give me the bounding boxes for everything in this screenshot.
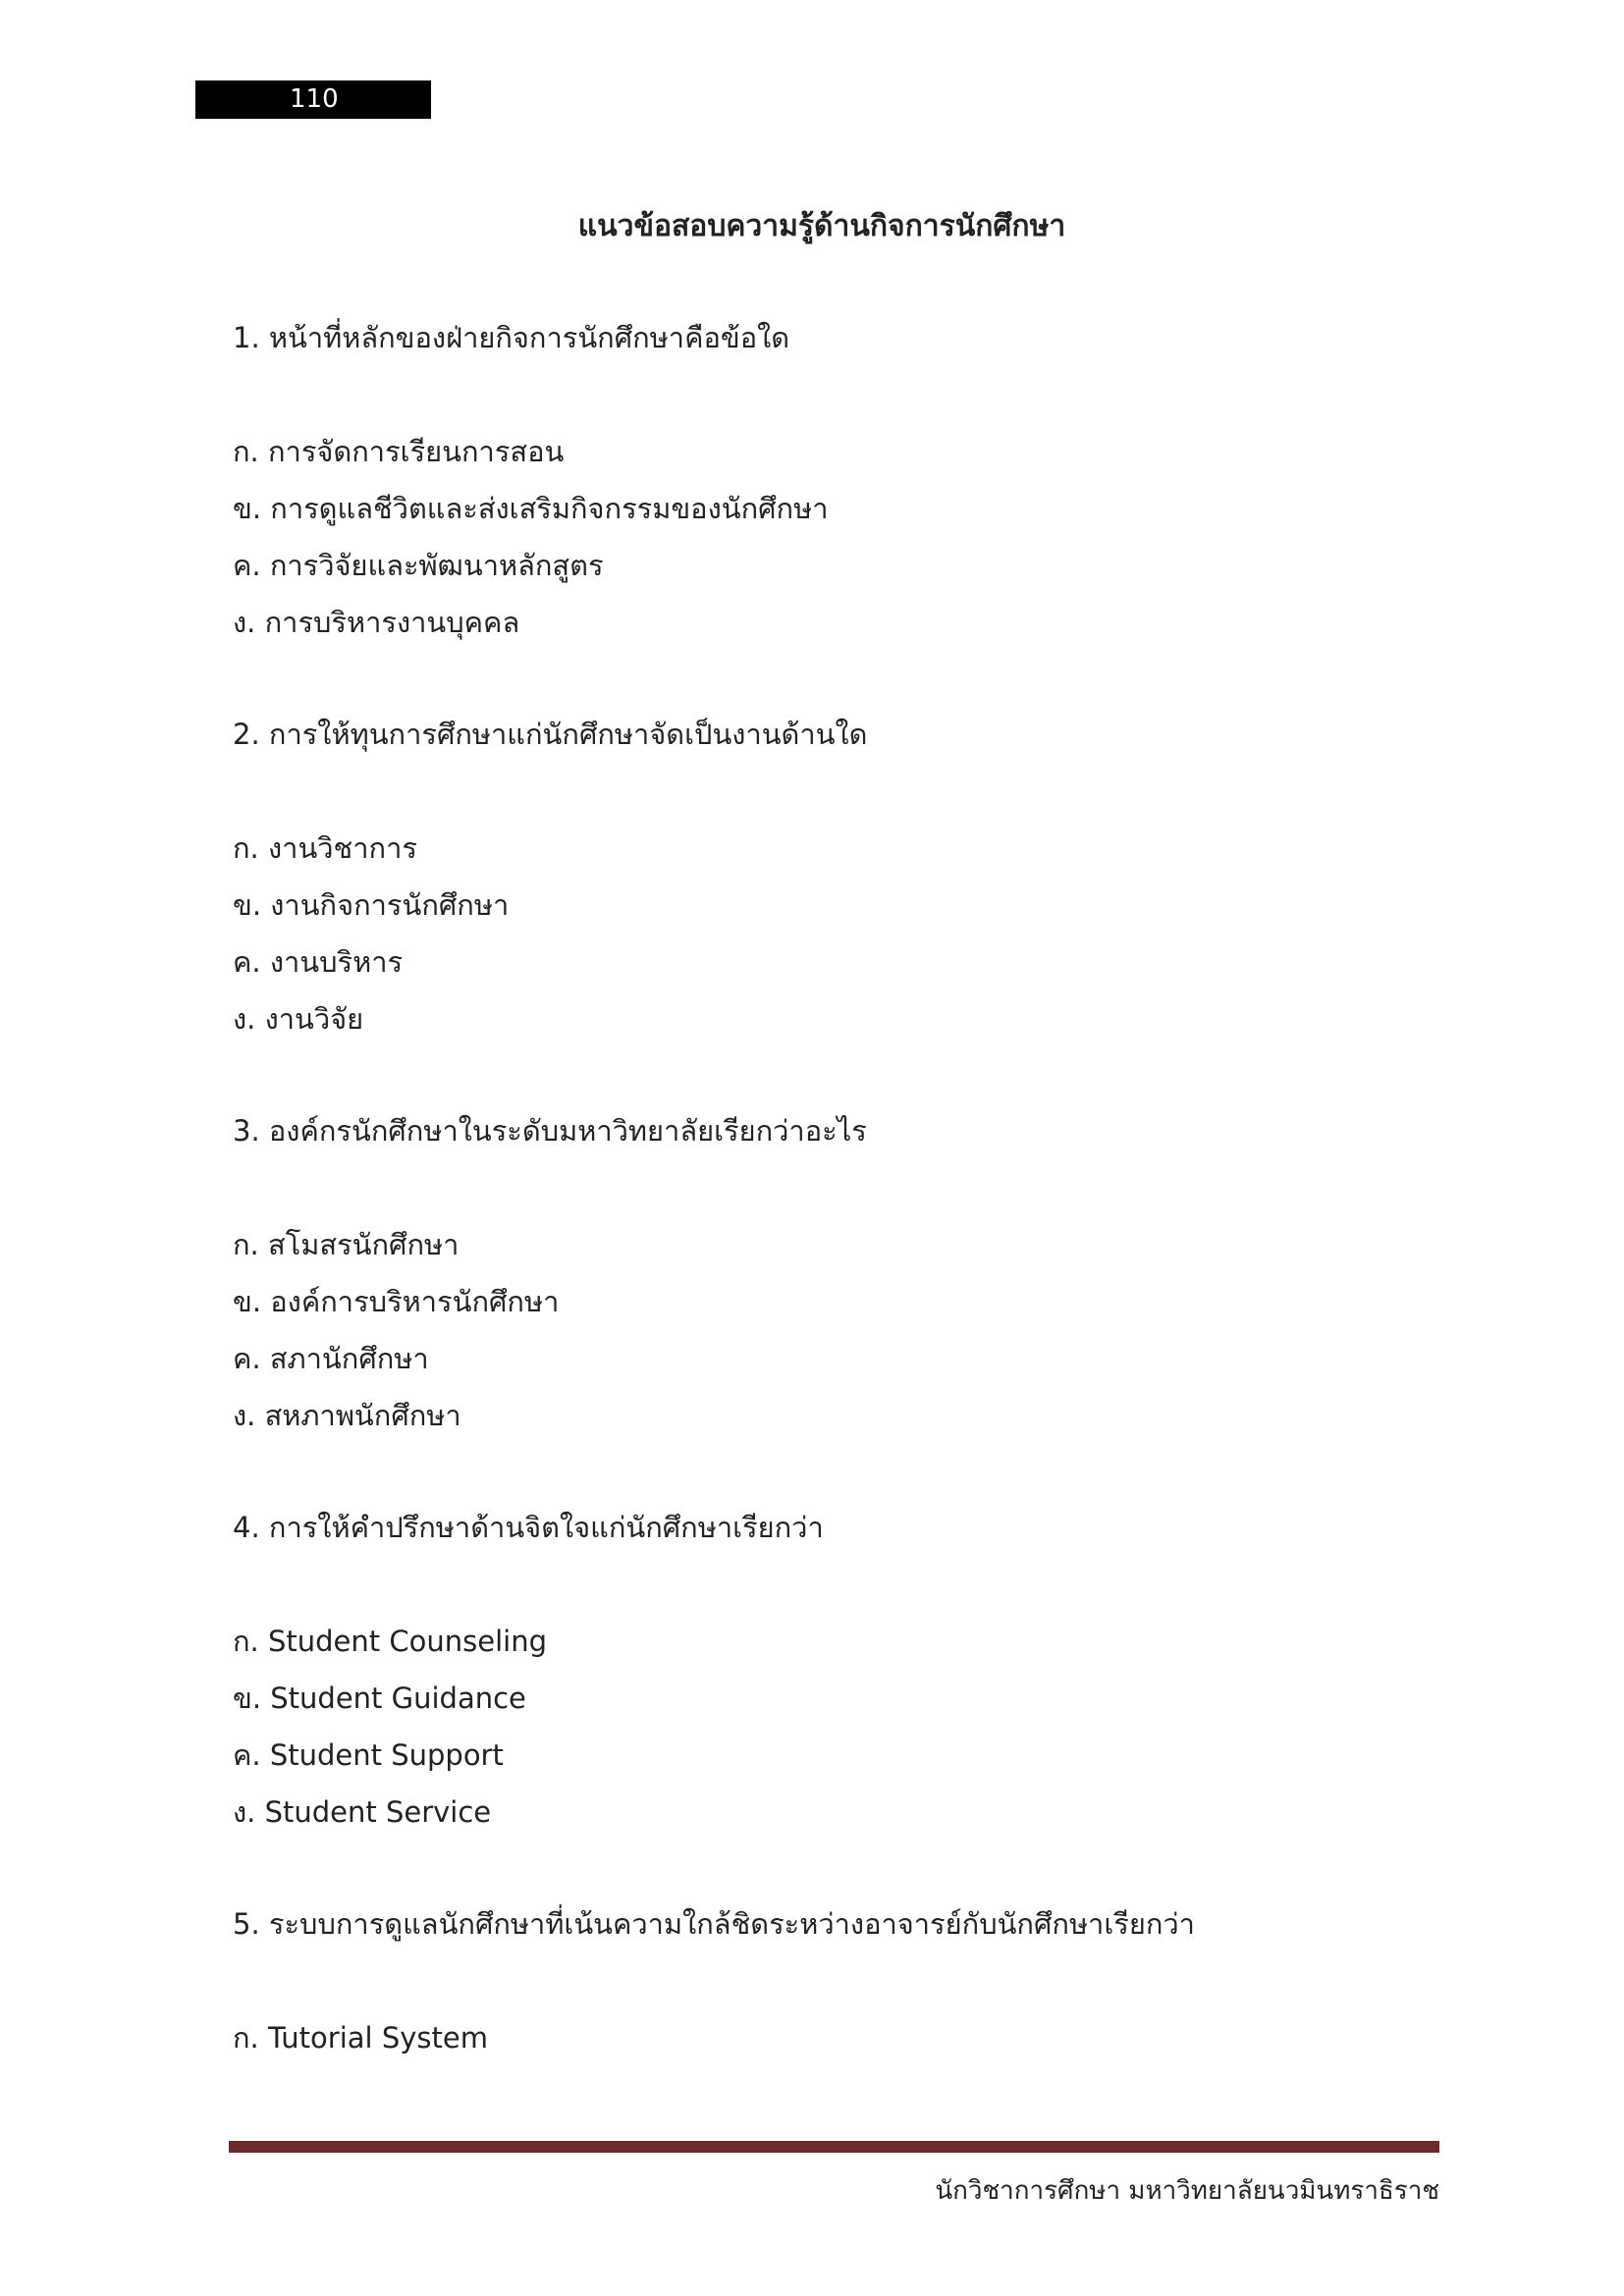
- question-1: [233, 314, 1470, 656]
- choice-item: ค. งานบริหาร: [233, 945, 404, 979]
- footer-text: นักวิชาการศึกษา มหาวิทยาลัยนวมินทราธิราช: [935, 2176, 1439, 2206]
- question-4: [233, 1504, 1470, 1845]
- choice-item: ค. การวิจัยและพัฒนาหลักสูตร: [233, 549, 604, 582]
- choice-item: ก. Tutorial System: [233, 2021, 488, 2055]
- choice-item: ก. สโมสรนักศึกษา: [233, 1228, 460, 1261]
- choice-item: ก. งานวิชาการ: [233, 831, 417, 865]
- question-3: [233, 1107, 1470, 1449]
- choice-item: ข. งานกิจการนักศึกษา: [233, 888, 510, 922]
- choice-item: ง. งานวิจัย: [233, 1002, 364, 1036]
- choice-item: ก. การจัดการเรียนการสอน: [233, 435, 565, 468]
- choice-item: ง. สหภาพนักศึกษา: [233, 1399, 461, 1432]
- choice-item: ก. Student Counseling: [233, 1625, 547, 1658]
- question-text: 1. หน้าที่หลักของฝ่ายกิจการนักศึกษาคือข้อใด: [233, 321, 790, 354]
- choice-item: ง. Student Service: [233, 1795, 492, 1829]
- question-text: 3. องค์กรนักศึกษาในระดับมหาวิทยาลัยเรียกว่าอะไร: [233, 1114, 867, 1148]
- question-list: [233, 314, 1470, 2071]
- question-text: 4. การให้คำปรึกษาด้านจิตใจแก่นักศึกษาเรียกว่า: [233, 1511, 824, 1544]
- question-text: 2. การให้ทุนการศึกษาแก่นักศึกษาจัดเป็นงานด้านใด: [233, 718, 868, 751]
- page-number: 110: [195, 80, 431, 119]
- question-text: 5. ระบบการดูแลนักศึกษาที่เน้นความใกล้ชิดระหว่างอาจารย์กับนักศึกษาเรียกว่า: [233, 1907, 1195, 1941]
- page-title: แนวข้อสอบความรู้ด้านกิจการนักศึกษา: [577, 209, 1066, 243]
- choice-item: ข. องค์การบริหารนักศึกษา: [233, 1285, 560, 1318]
- choice-item: ง. การบริหารงานบุคคล: [233, 606, 520, 639]
- choice-item: ค. สภานักศึกษา: [233, 1342, 429, 1375]
- question-2: [233, 711, 1470, 1052]
- choice-item: ค. Student Support: [233, 1738, 504, 1772]
- choice-item: ข. Student Guidance: [233, 1682, 526, 1715]
- footer-divider: [229, 2141, 1439, 2153]
- question-5: [233, 1900, 1470, 2071]
- choice-item: ข. การดูแลชีวิตและส่งเสริมกิจกรรมของนักศึกษา: [233, 492, 829, 525]
